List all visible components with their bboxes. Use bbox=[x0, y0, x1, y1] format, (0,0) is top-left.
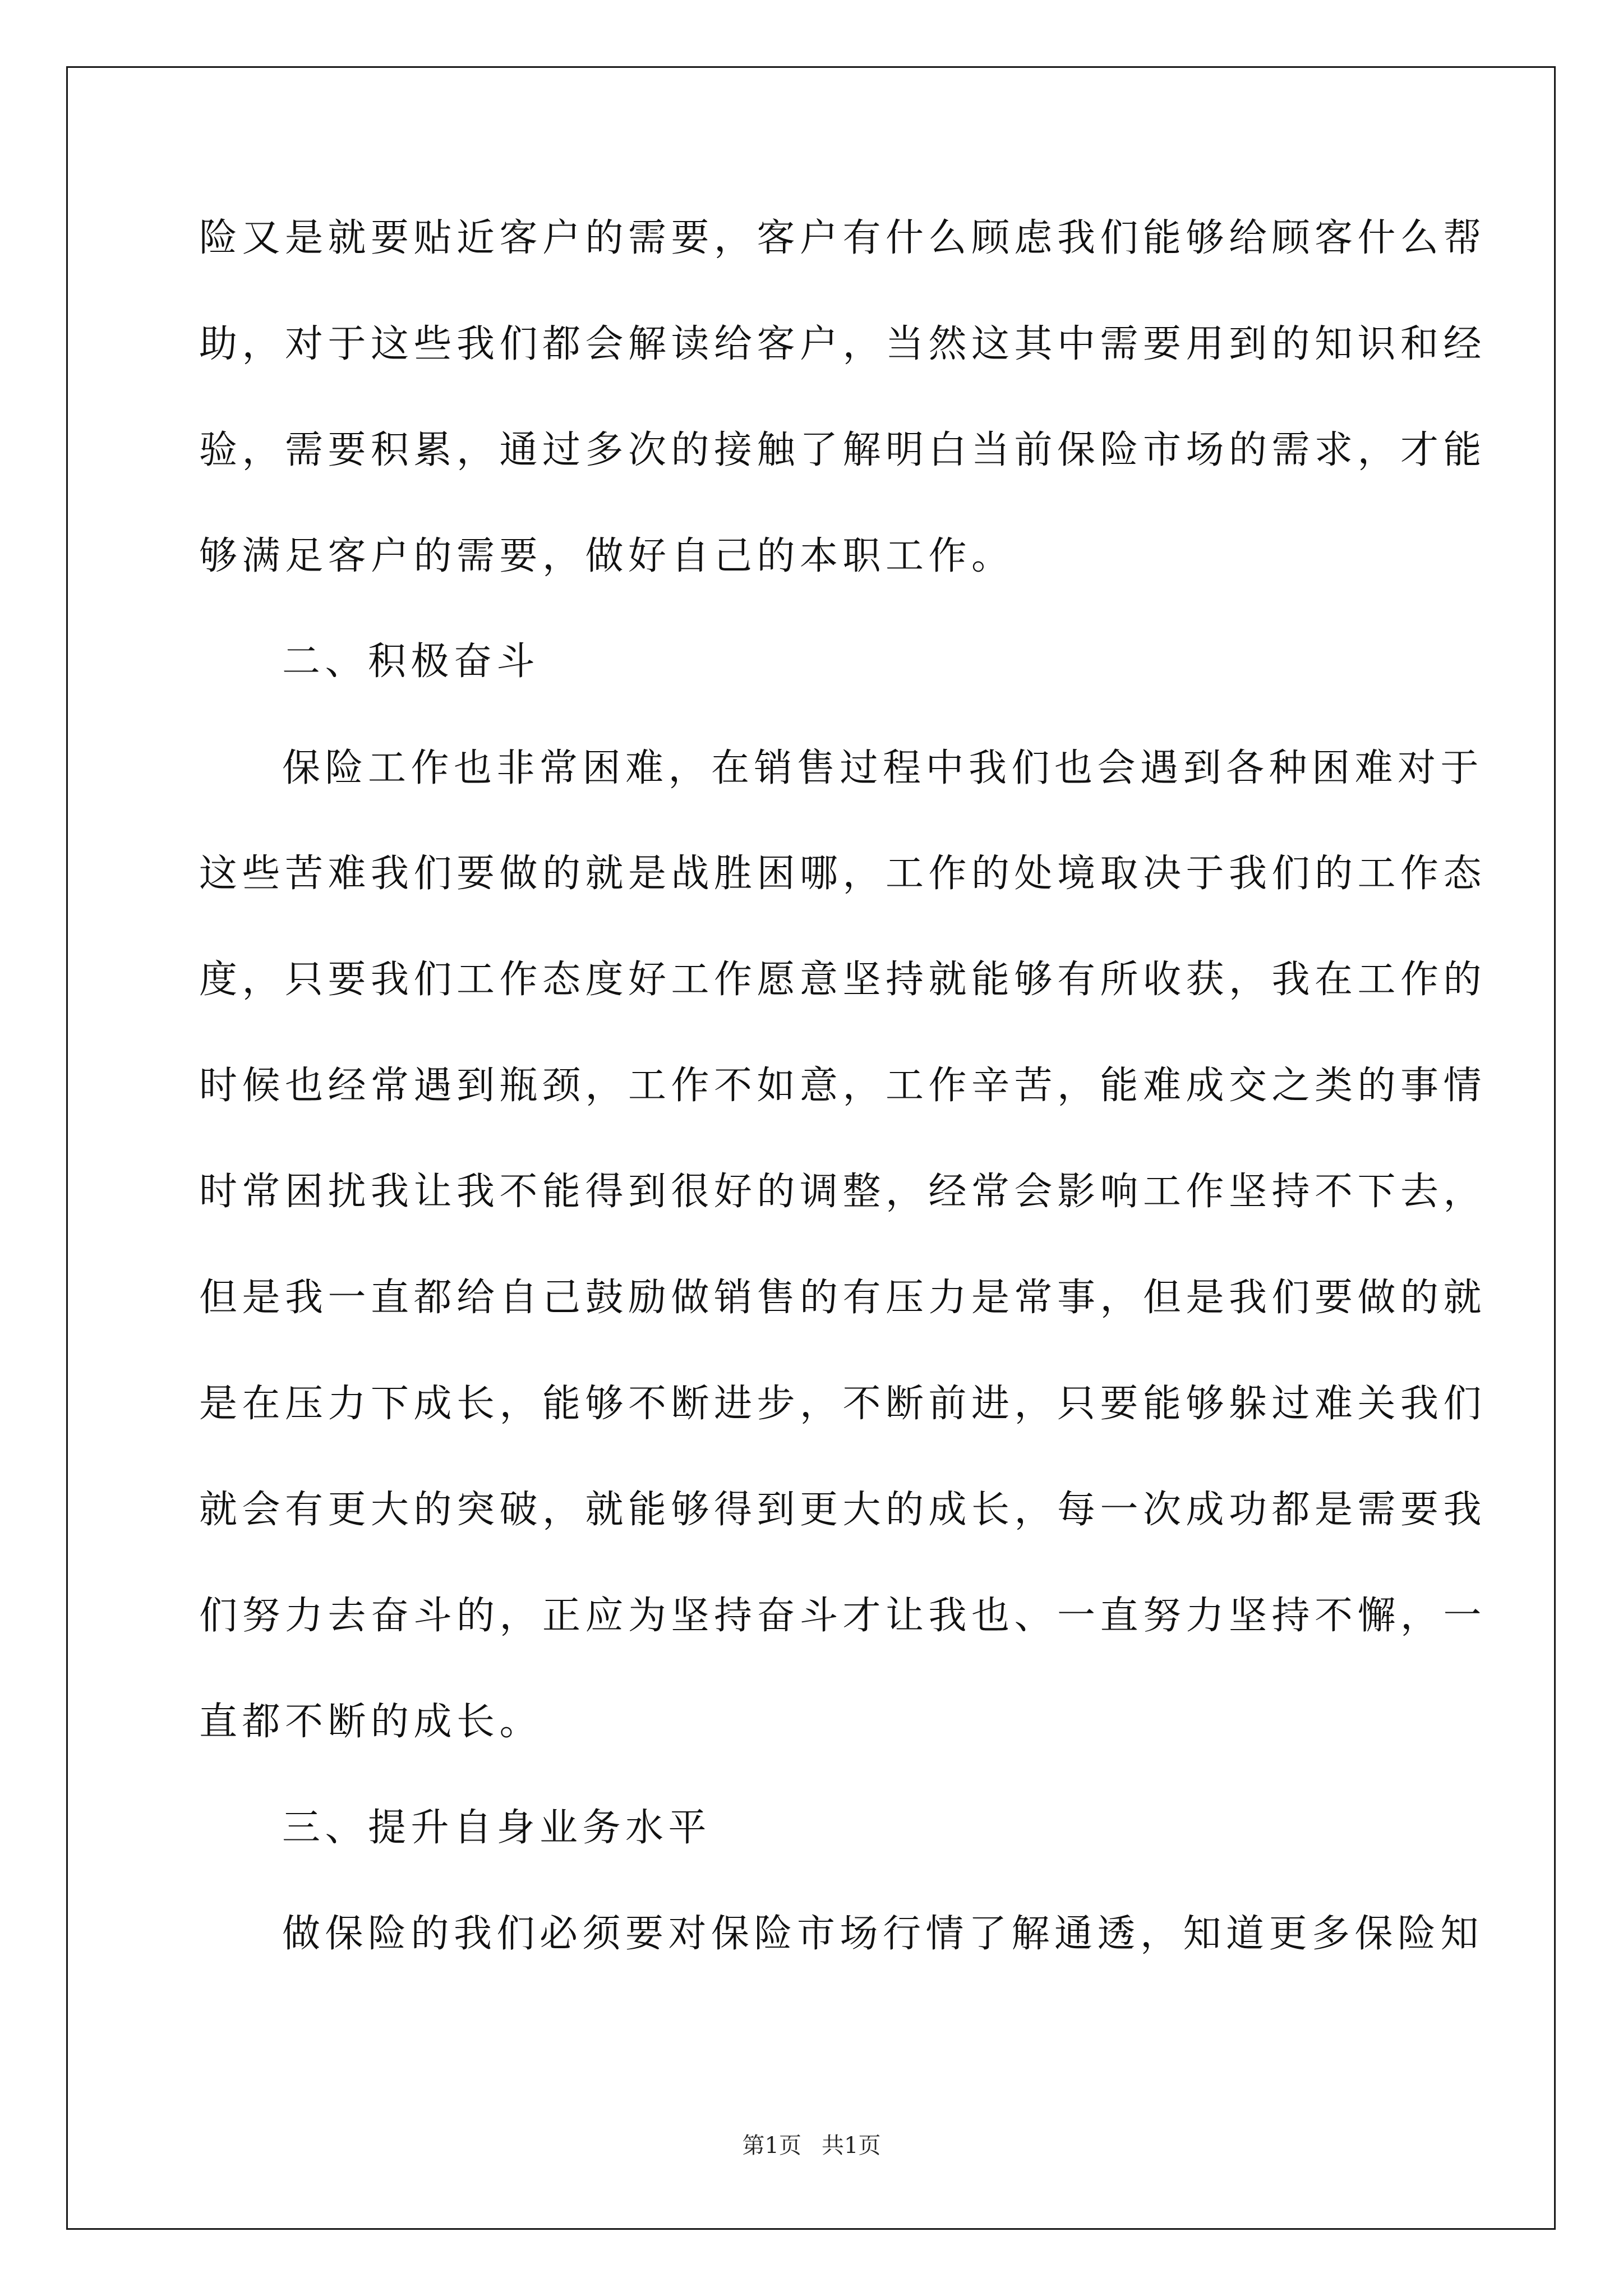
body-text-line: 但是我一直都给自己鼓励做销售的有压力是常事，但是我们要做的就 bbox=[199, 1276, 1487, 1320]
body-text-line: 时常困扰我让我不能得到很好的调整，经常会影响工作坚持不下去， bbox=[199, 1170, 1487, 1214]
section-heading: 三、提升自身业务水平 bbox=[282, 1806, 712, 1850]
body-text-line: 们努力去奋斗的，正应为坚持奋斗才让我也、一直努力坚持不懈，一 bbox=[199, 1594, 1487, 1638]
body-text-line: 助，对于这些我们都会解读给客户，当然这其中需要用到的知识和经 bbox=[199, 322, 1487, 366]
page-border bbox=[66, 66, 1556, 2230]
page-total: 共1页 bbox=[822, 2133, 881, 2159]
body-text-line: 险又是就要贴近客户的需要，客户有什么顾虑我们能够给顾客什么帮 bbox=[199, 216, 1487, 260]
body-text-line: 保险工作也非常困难，在销售过程中我们也会遇到各种困难对于 bbox=[282, 746, 1484, 790]
body-text-line: 验，需要积累，通过多次的接触了解明白当前保险市场的需求，才能 bbox=[199, 428, 1487, 472]
body-text-line: 度，只要我们工作态度好工作愿意坚持就能够有所收获，我在工作的 bbox=[199, 958, 1487, 1002]
body-text-line: 就会有更大的突破，就能够得到更大的成长，每一次成功都是需要我 bbox=[199, 1488, 1487, 1532]
body-text-line: 这些苦难我们要做的就是战胜困哪，工作的处境取决于我们的工作态 bbox=[199, 852, 1487, 896]
body-text-line: 时候也经常遇到瓶颈，工作不如意，工作辛苦，能难成交之类的事情 bbox=[199, 1064, 1487, 1108]
body-text-line: 够满足客户的需要，做好自己的本职工作。 bbox=[199, 534, 1015, 578]
page-number: 第1页 bbox=[742, 2133, 801, 2159]
body-text-line: 做保险的我们必须要对保险市场行情了解通透，知道更多保险知 bbox=[282, 1912, 1484, 1956]
section-heading: 二、积极奋斗 bbox=[282, 639, 540, 684]
body-text-line: 是在压力下成长，能够不断进步，不断前进，只要能够躲过难关我们 bbox=[199, 1382, 1487, 1426]
page-footer bbox=[0, 2132, 1623, 2160]
body-text-line: 直都不断的成长。 bbox=[199, 1700, 543, 1744]
